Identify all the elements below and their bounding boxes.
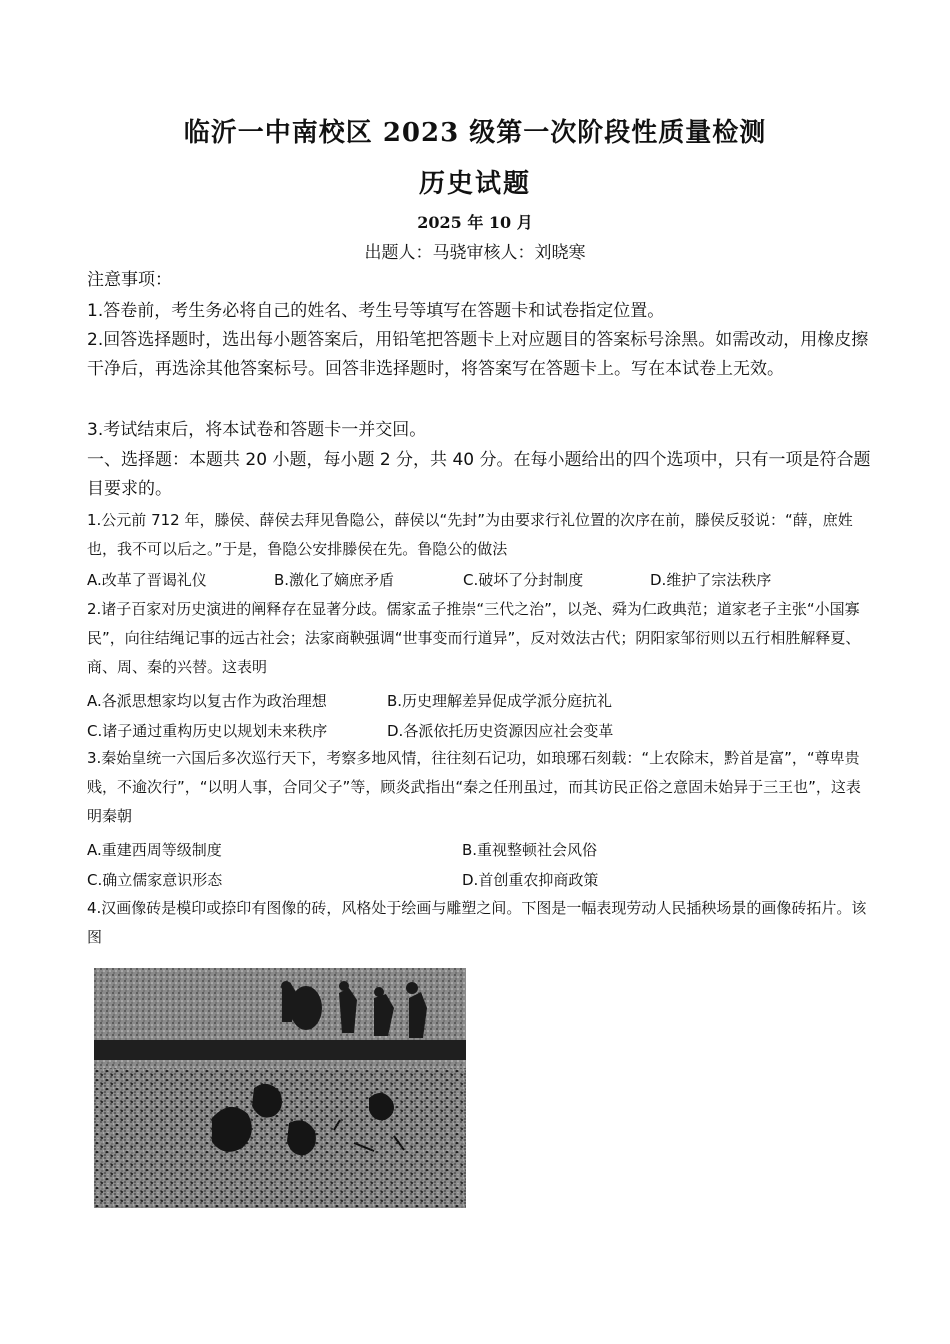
question-1-option-b: B.激化了嫡庶矛盾 — [274, 571, 395, 589]
question-3-option-c: C.确立儒家意识形态 — [87, 871, 223, 889]
exam-title: 临沂一中南校区 2023 级第一次阶段性质量检测 — [183, 118, 767, 148]
question-1-option-a: A.改革了晋谒礼仪 — [87, 571, 207, 589]
notice-item-1: 1.答卷前，考生务必将自己的姓名、考生号等填写在答题卡和试卷指定位置。 — [87, 301, 665, 321]
question-2-option-a: A.各派思想家均以复古作为政治理想 — [87, 692, 327, 710]
question-2-option-c: C.诸子通过重构历史以规划未来秩序 — [87, 722, 328, 740]
notice-item-3: 3.考试结束后，将本试卷和答题卡一并交回。 — [87, 420, 427, 440]
exam-date: 2025 年 10 月 — [417, 213, 533, 232]
exam-subtitle: 历史试题 — [418, 169, 531, 199]
question-4-stem: 4.汉画像砖是模印或捺印有图像的砖，风格处于绘画与雕塑之间。下图是一幅表现劳动人民插秧场景的画像砖拓片。该图 — [87, 899, 867, 946]
question-3-option-a: A.重建西周等级制度 — [87, 841, 222, 859]
question-1-option-c: C.破坏了分封制度 — [463, 571, 584, 589]
section-heading: 一、选择题：本题共 20 小题，每小题 2 分，共 40 分。在每小题给出的四个选项中，只有一项是符合题目要求的。 — [87, 450, 871, 499]
question-3-option-b: B.重视整顿社会风俗 — [462, 841, 598, 859]
brick-rubbing-image — [94, 968, 466, 1208]
question-2-stem: 2.诸子百家对历史演进的阐释存在显著分歧。儒家孟子推崇“三代之治”，以尧、舜为仁政典范；道家老子主张“小国寡民”，向往结绳记事的远古社会；法家商鞅强调“世事变而行道异”，反对效法古代；阴阳家邹衍则以五行相胜解释夏、商、周、秦的兴替。这表明 — [87, 600, 861, 676]
question-1-stem: 1.公元前 712 年，滕侯、薛侯去拜见鲁隐公，薛侯以“先封”为由要求行礼位置的次序在前，滕侯反驳说：“薛，庶姓也，我不可以后之。”于是，鲁隐公安排滕侯在先。鲁隐公的做法 — [87, 511, 853, 558]
exam-authors: 出题人：马骁审核人：刘晓寒 — [364, 243, 586, 263]
question-2-option-d: D.各派依托历史资源因应社会变革 — [387, 722, 614, 740]
notice-item-2: 2.回答选择题时，选出每小题答案后，用铅笔把答题卡上对应题目的答案标号涂黑。如需改动，用橡皮擦干净后，再选涂其他答案标号。回答非选择题时，将答案写在答题卡上。写在本试卷上无效。 — [87, 330, 869, 379]
question-3-option-d: D.首创重农抑商政策 — [462, 871, 599, 889]
question-2-option-b: B.历史理解差异促成学派分庭抗礼 — [387, 692, 613, 710]
notice-heading: 注意事项： — [87, 270, 172, 290]
question-3-stem: 3.秦始皇统一六国后多次巡行天下，考察多地风情，往往刻石记功，如琅琊石刻载：“上农除末，黔首是富”，“尊卑贵贱，不逾次行”，“以明人事，合同父子”等，顾炎武指出“秦之任刑虽过，而其访民正俗之意固未始异于三王也”，这表明秦朝 — [87, 749, 861, 825]
question-1-option-d: D.维护了宗法秩序 — [650, 571, 772, 589]
